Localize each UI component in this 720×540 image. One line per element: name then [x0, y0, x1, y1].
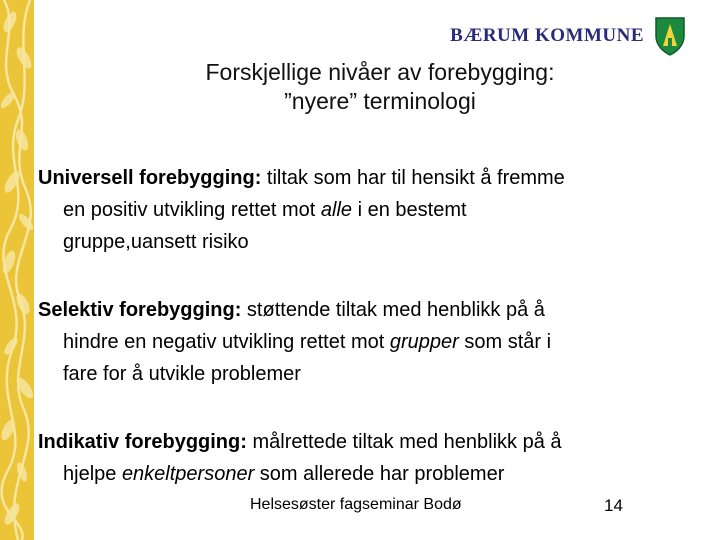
paragraph-line — [38, 162, 678, 194]
paragraph-universell — [38, 162, 678, 258]
emphasis-text: grupper — [389, 331, 459, 353]
coat-of-arms-icon — [654, 16, 686, 56]
term-label: Indikativ forebygging: — [38, 431, 247, 453]
paragraph-text: i en bestemt — [352, 199, 467, 221]
paragraph-line: fare for å utvikle problemer — [63, 363, 301, 385]
paragraph-line — [38, 194, 678, 226]
term-label: Selektiv forebygging: — [38, 299, 242, 321]
emphasis-text: enkeltpersoner — [121, 463, 255, 485]
municipality-logo — [450, 16, 686, 56]
paragraph-selektiv — [38, 294, 678, 390]
footer-text: Helsesøster fagseminar Bodø — [250, 496, 462, 513]
leaf-pattern-graphic — [0, 0, 34, 540]
slide-title — [80, 58, 680, 116]
paragraph-text: hjelpe — [63, 463, 122, 485]
paragraph-text: tiltak som har til hensikt å fremme — [261, 167, 565, 189]
term-label: Universell forebygging: — [38, 167, 262, 189]
title-line-1: Forskjellige nivåer av forebygging: — [205, 59, 555, 85]
paragraph-line — [38, 426, 678, 458]
paragraph-indikativ — [38, 426, 678, 490]
paragraph-text: som står i — [458, 331, 552, 353]
paragraph-line — [38, 294, 678, 326]
paragraph-text: som allerede har problemer — [254, 463, 505, 485]
title-line-2: ”nyere” terminologi — [284, 88, 476, 114]
paragraph-line — [38, 458, 678, 490]
page-number: 14 — [604, 496, 623, 515]
paragraph-text: støttende tiltak med henblikk på å — [241, 299, 545, 321]
logo-text: BÆRUM KOMMUNE — [450, 25, 644, 46]
paragraph-text: en positiv utvikling rettet mot — [63, 199, 321, 221]
decorative-leaf-pattern — [0, 0, 34, 540]
paragraph-text: målrettede tiltak med henblikk på å — [246, 431, 562, 453]
emphasis-text: alle — [320, 199, 353, 221]
paragraph-line: gruppe,uansett risiko — [63, 231, 249, 253]
paragraph-text: hindre en negativ utvikling rettet mot — [63, 331, 390, 353]
paragraph-line — [38, 326, 678, 358]
